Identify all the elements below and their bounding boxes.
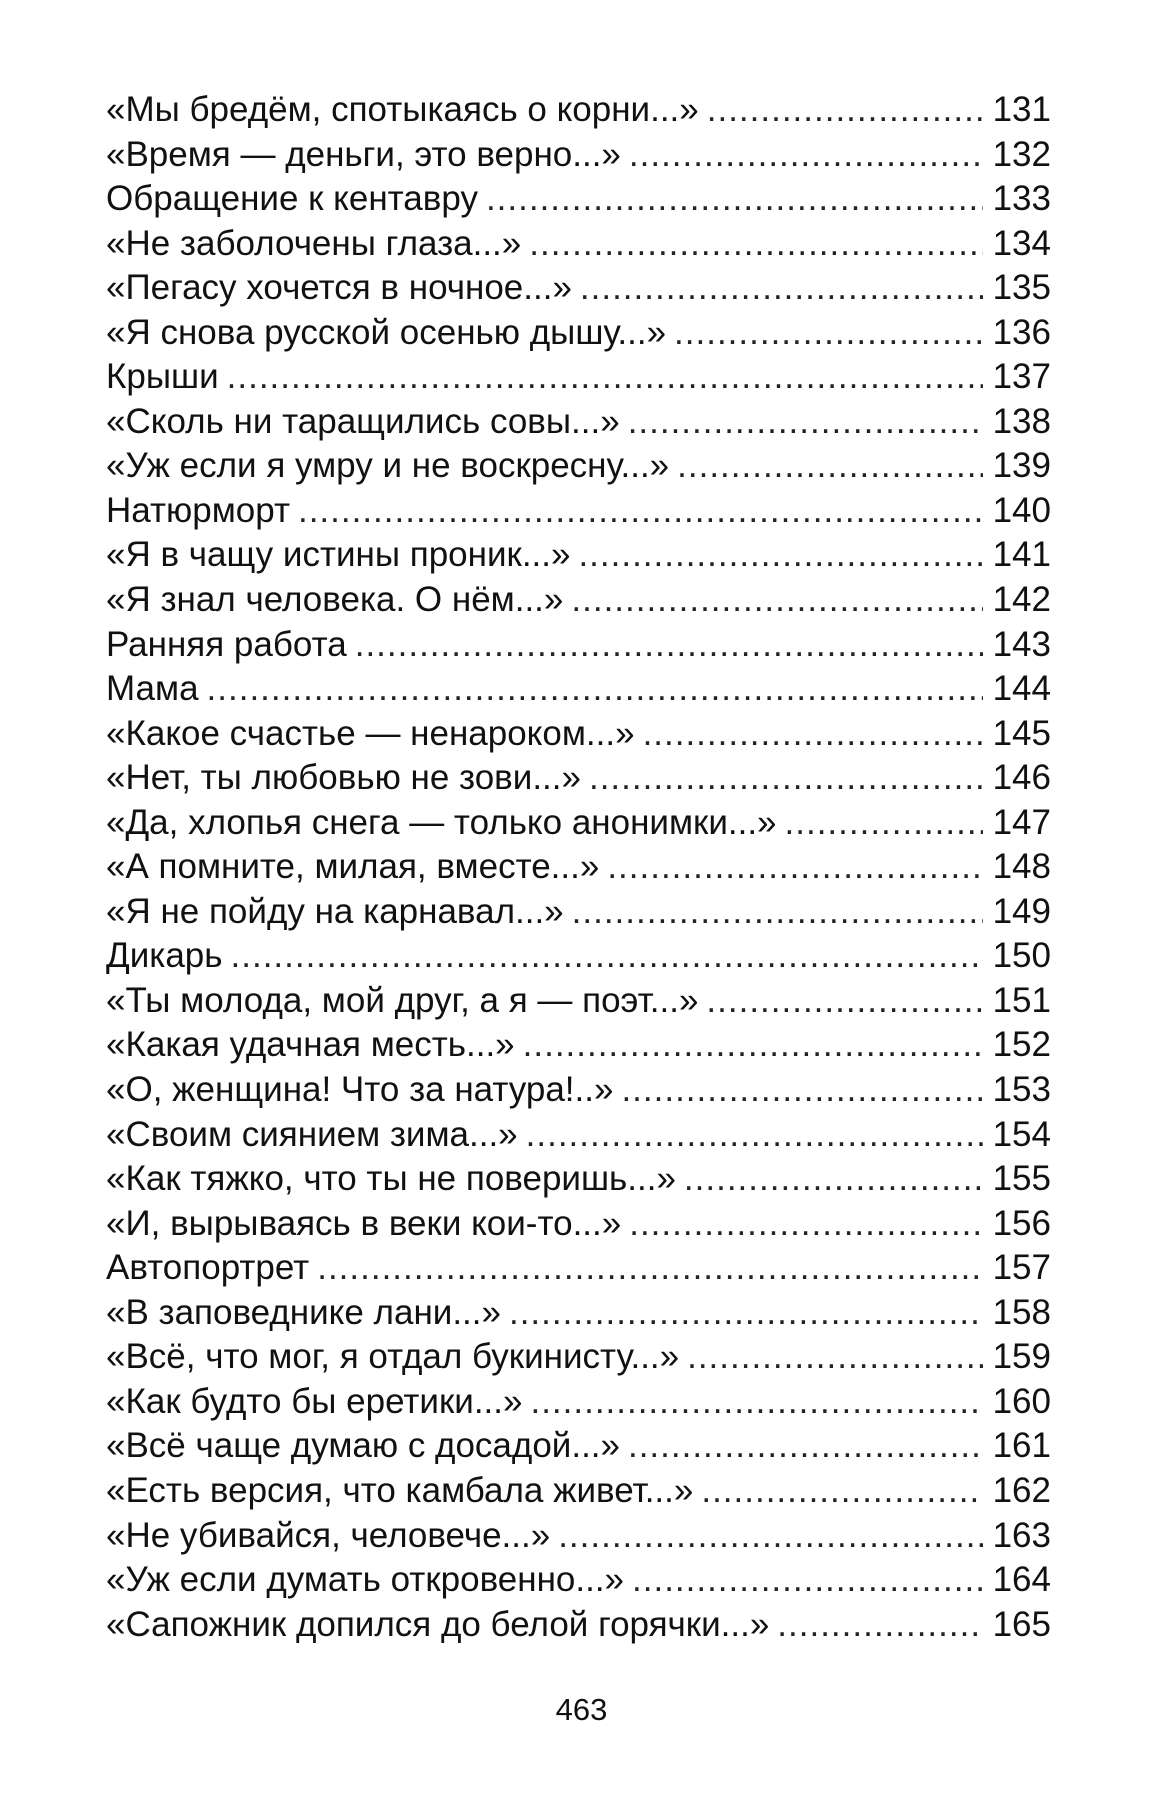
dot-leader xyxy=(572,890,983,935)
toc-entry xyxy=(106,1469,1051,1514)
toc-entry-page: 131 xyxy=(992,90,1051,129)
toc-entry-page: 156 xyxy=(992,1203,1051,1243)
toc-entry-title: «О, женщина! Что за натура!..» xyxy=(106,1070,614,1110)
toc-entry-title: Обращение к кентавру xyxy=(106,179,478,219)
toc-entry-title: «Я снова русской осенью дышу...» xyxy=(106,312,667,352)
toc-entry xyxy=(106,311,1051,356)
toc-entry-title: «В заповеднике лани...» xyxy=(106,1292,501,1332)
toc-entry-title: «Ты молода, мой друг, а я — поэт...» xyxy=(106,980,699,1020)
toc-entry-page: 158 xyxy=(992,1292,1051,1332)
toc-entry-page: 144 xyxy=(992,669,1051,709)
toc-entry xyxy=(106,578,1051,623)
dot-leader xyxy=(509,1291,983,1336)
dot-leader xyxy=(298,489,983,534)
toc-entry-page: 137 xyxy=(992,357,1051,397)
dot-leader xyxy=(643,712,983,757)
toc-entry-page: 152 xyxy=(992,1025,1051,1065)
dot-leader xyxy=(317,1246,983,1291)
toc-entry-page: 163 xyxy=(992,1515,1051,1555)
toc-entry-title: «Пегасу хочется в ночное...» xyxy=(106,268,572,308)
toc-entry xyxy=(106,1424,1051,1469)
toc-entry xyxy=(106,1023,1051,1068)
dot-leader xyxy=(684,1157,983,1202)
toc-entry-title: «Уж если я умру и не воскресну...» xyxy=(106,446,670,486)
toc-entry-page: 165 xyxy=(992,1604,1051,1644)
dot-leader xyxy=(523,1023,983,1068)
toc-entry-title: «Сколь ни таращились совы...» xyxy=(106,401,620,441)
toc-entry xyxy=(106,801,1051,846)
toc-entry xyxy=(106,1068,1051,1113)
toc-entry xyxy=(106,222,1051,267)
toc-entry-page: 155 xyxy=(992,1159,1051,1199)
dot-leader xyxy=(628,1424,983,1469)
toc-entry-page: 147 xyxy=(992,802,1051,842)
toc-entry-page: 150 xyxy=(992,936,1051,976)
dot-leader xyxy=(777,1603,983,1648)
toc-entry-page: 161 xyxy=(992,1426,1051,1466)
toc-entry-page: 139 xyxy=(992,446,1051,486)
toc-entry xyxy=(106,444,1051,489)
dot-leader xyxy=(580,266,983,311)
toc-entry xyxy=(106,756,1051,801)
toc-entry-page: 151 xyxy=(992,980,1051,1020)
toc-entry-title: «А помните, милая, вместе...» xyxy=(106,847,600,887)
toc-entry-page: 133 xyxy=(992,179,1051,219)
dot-leader xyxy=(227,355,983,400)
dot-leader xyxy=(355,623,983,668)
toc-entry-title: «Всё чаще думаю с досадой...» xyxy=(106,1426,620,1466)
table-of-contents xyxy=(106,88,1051,1647)
toc-entry-title: Крыши xyxy=(106,357,219,397)
toc-entry-page: 141 xyxy=(992,535,1051,575)
toc-entry xyxy=(106,890,1051,935)
toc-entry-page: 142 xyxy=(992,580,1051,620)
toc-entry-title: «Время — деньги, это верно...» xyxy=(106,134,621,174)
dot-leader xyxy=(785,801,983,846)
toc-entry-title: «Всё, что мог, я отдал букинисту...» xyxy=(106,1337,680,1377)
toc-entry-title: Ранняя работа xyxy=(106,624,347,664)
toc-entry xyxy=(106,400,1051,445)
toc-entry-page: 154 xyxy=(992,1114,1051,1154)
toc-entry-page: 157 xyxy=(992,1248,1051,1288)
dot-leader xyxy=(677,444,983,489)
toc-entry xyxy=(106,1380,1051,1425)
toc-entry xyxy=(106,88,1051,133)
toc-entry-title: «Нет, ты любовью не зови...» xyxy=(106,758,581,798)
toc-entry-title: «Сапожник допился до белой горячки...» xyxy=(106,1604,770,1644)
dot-leader xyxy=(530,1380,983,1425)
dot-leader xyxy=(674,311,983,356)
dot-leader xyxy=(607,845,983,890)
toc-entry xyxy=(106,177,1051,222)
toc-entry-title: Мама xyxy=(106,669,199,709)
toc-entry-title: «Есть версия, что камбала живет...» xyxy=(106,1470,694,1510)
dot-leader xyxy=(629,1202,983,1247)
toc-entry xyxy=(106,1514,1051,1559)
toc-entry-page: 143 xyxy=(992,624,1051,664)
toc-entry xyxy=(106,1335,1051,1380)
dot-leader xyxy=(578,533,983,578)
toc-entry-page: 140 xyxy=(992,490,1051,530)
toc-entry xyxy=(106,533,1051,578)
toc-entry xyxy=(106,489,1051,534)
dot-leader xyxy=(486,177,983,222)
dot-leader xyxy=(589,756,983,801)
toc-entry-title: «Мы бредём, спотыкаясь о корни...» xyxy=(106,90,699,129)
toc-entry-title: «Как тяжко, что ты не поверишь...» xyxy=(106,1159,676,1199)
toc-entry xyxy=(106,1291,1051,1336)
toc-entry-page: 149 xyxy=(992,891,1051,931)
dot-leader xyxy=(632,1558,983,1603)
toc-entry-title: Автопортрет xyxy=(106,1248,310,1288)
toc-entry xyxy=(106,667,1051,712)
toc-entry xyxy=(106,266,1051,311)
dot-leader xyxy=(706,979,983,1024)
dot-leader xyxy=(529,222,983,267)
dot-leader xyxy=(687,1335,983,1380)
toc-entry-title: «Я знал человека. О нём...» xyxy=(106,580,564,620)
toc-entry xyxy=(106,1157,1051,1202)
toc-entry xyxy=(106,355,1051,400)
dot-leader xyxy=(629,133,983,178)
dot-leader xyxy=(701,1469,983,1514)
toc-entry xyxy=(106,979,1051,1024)
toc-entry-title: Натюрморт xyxy=(106,490,290,530)
toc-entry-title: «Да, хлопья снега — только анонимки...» xyxy=(106,802,777,842)
toc-entry-title: «Как будто бы еретики...» xyxy=(106,1381,523,1421)
toc-entry xyxy=(106,845,1051,890)
toc-entry-title: «И, вырываясь в веки кои-то...» xyxy=(106,1203,622,1243)
toc-entry-title: Дикарь xyxy=(106,936,223,976)
dot-leader xyxy=(621,1068,983,1113)
dot-leader xyxy=(231,934,983,979)
toc-entry-page: 135 xyxy=(992,268,1051,308)
dot-leader xyxy=(628,400,983,445)
dot-leader xyxy=(571,578,983,623)
toc-entry xyxy=(106,1246,1051,1291)
toc-entry-title: «Какая удачная месть...» xyxy=(106,1025,515,1065)
toc-entry-page: 164 xyxy=(992,1560,1051,1600)
toc-entry-page: 132 xyxy=(992,134,1051,174)
toc-entry-page: 138 xyxy=(992,401,1051,441)
toc-entry-page: 134 xyxy=(992,223,1051,263)
toc-entry-page: 136 xyxy=(992,312,1051,352)
toc-entry-title: «Своим сиянием зима...» xyxy=(106,1114,518,1154)
toc-entry xyxy=(106,934,1051,979)
toc-entry-page: 146 xyxy=(992,758,1051,798)
dot-leader xyxy=(707,88,983,133)
toc-entry-page: 153 xyxy=(992,1070,1051,1110)
dot-leader xyxy=(207,667,983,712)
toc-entry-page: 148 xyxy=(992,847,1051,887)
toc-entry xyxy=(106,1603,1051,1648)
toc-entry-title: «Я не пойду на карнавал...» xyxy=(106,891,564,931)
toc-entry-title: «Не убивайся, человече...» xyxy=(106,1515,551,1555)
dot-leader xyxy=(526,1113,983,1158)
toc-entry-title: «Я в чащу истины проник...» xyxy=(106,535,571,575)
toc-entry-page: 145 xyxy=(992,713,1051,753)
toc-entry-title: «Уж если думать откровенно...» xyxy=(106,1560,625,1600)
toc-entry-page: 160 xyxy=(992,1381,1051,1421)
toc-entry xyxy=(106,1113,1051,1158)
toc-entry xyxy=(106,623,1051,668)
toc-entry-page: 159 xyxy=(992,1337,1051,1377)
toc-entry xyxy=(106,1558,1051,1603)
page-number: 463 xyxy=(555,1692,608,1727)
toc-entry xyxy=(106,1202,1051,1247)
toc-entry-title: «Не заболочены глаза...» xyxy=(106,223,522,263)
toc-entry xyxy=(106,133,1051,178)
toc-entry-title: «Какое счастье — ненароком...» xyxy=(106,713,635,753)
toc-entry-page: 162 xyxy=(992,1470,1051,1510)
toc-entry xyxy=(106,712,1051,757)
dot-leader xyxy=(558,1514,983,1559)
